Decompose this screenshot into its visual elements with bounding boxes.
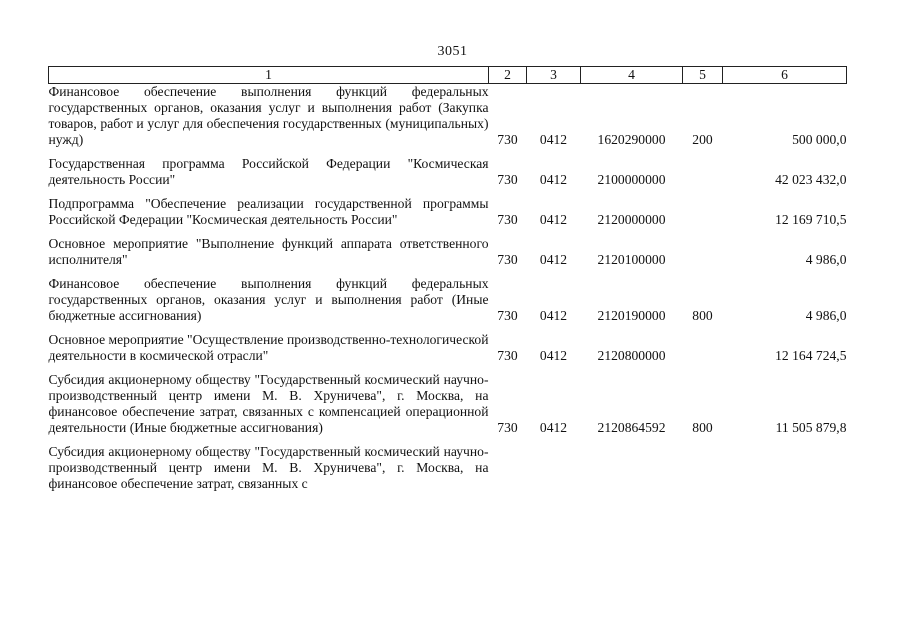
row-target-code: 1620290000 <box>597 132 666 147</box>
header-row <box>49 67 847 84</box>
table-row <box>49 276 847 324</box>
row-ministry-code: 730 <box>497 132 518 147</box>
row-amount: 12 164 724,5 <box>775 348 847 363</box>
row-description: Подпрограмма "Обеспечение реализации государственной программы Российской Федерации "Космическая деятельность России" <box>48 196 489 227</box>
column-header-5: 5 <box>683 67 723 84</box>
row-ministry-code: 730 <box>497 212 518 227</box>
row-target-code: 2120190000 <box>597 308 666 323</box>
row-expense-type: 800 <box>692 308 713 323</box>
row-expense-type <box>683 156 723 188</box>
row-section-code <box>527 444 581 492</box>
row-section-code: 0412 <box>539 308 568 323</box>
row-target-code: 2120100000 <box>597 252 666 267</box>
row-section-code: 0412 <box>539 252 568 267</box>
row-amount: 4 986,0 <box>805 308 847 323</box>
row-amount: 11 505 879,8 <box>775 420 847 435</box>
row-target-code: 2100000000 <box>597 172 666 187</box>
row-amount: 500 000,0 <box>792 132 847 147</box>
row-ministry-code: 730 <box>497 308 518 323</box>
row-expense-type <box>683 444 723 492</box>
row-description: Основное мероприятие "Осуществление производственно-технологической деятельности в космической отрасли" <box>48 332 489 363</box>
table-row <box>49 236 847 268</box>
row-ministry-code: 730 <box>497 252 518 267</box>
column-header-6: 6 <box>723 67 847 84</box>
row-amount: 42 023 432,0 <box>775 172 847 187</box>
budget-table <box>48 66 847 492</box>
row-ministry-code: 730 <box>497 172 518 187</box>
column-header-2: 2 <box>489 67 527 84</box>
row-target-code: 2120000000 <box>597 212 666 227</box>
row-ministry-code: 730 <box>497 420 518 435</box>
row-description: Государственная программа Российской Федерации "Космическая деятельность России" <box>48 156 489 187</box>
row-target-code <box>581 444 683 492</box>
row-target-code: 2120800000 <box>597 348 666 363</box>
table-row <box>49 84 847 149</box>
row-ministry-code: 730 <box>497 348 518 363</box>
row-description: Субсидия акционерному обществу "Государственный космический научно-производственный центр имени М. В. Хруничева", г. Москва, на финансовое обеспечение затрат, связанных с компенсацией операционной деятельности (Иные бюджетные ассигнования) <box>48 372 489 435</box>
row-section-code: 0412 <box>539 212 568 227</box>
row-amount: 4 986,0 <box>805 252 847 267</box>
row-amount <box>723 444 847 492</box>
table-row <box>49 332 847 364</box>
row-expense-type <box>683 196 723 228</box>
row-description: Финансовое обеспечение выполнения функций федеральных государственных органов, оказания услуг и выполнения работ (Иные бюджетные ассигнования) <box>48 276 489 323</box>
row-expense-type <box>683 332 723 364</box>
row-section-code: 0412 <box>539 172 568 187</box>
row-section-code: 0412 <box>539 420 568 435</box>
table-row <box>49 444 847 492</box>
row-section-code: 0412 <box>539 348 568 363</box>
column-header-3: 3 <box>527 67 581 84</box>
row-expense-type <box>683 236 723 268</box>
row-target-code: 2120864592 <box>597 420 666 435</box>
row-ministry-code <box>489 444 527 492</box>
column-header-4: 4 <box>581 67 683 84</box>
row-expense-type: 200 <box>692 132 713 147</box>
row-description: Субсидия акционерному обществу "Государственный космический научно-производственный центр имени М. В. Хруничева", г. Москва, на финансовое обеспечение затрат, связанных с <box>48 444 489 491</box>
row-section-code: 0412 <box>539 132 568 147</box>
row-amount: 12 169 710,5 <box>775 212 847 227</box>
table-row <box>49 156 847 188</box>
table-row <box>49 372 847 436</box>
table-row <box>49 196 847 228</box>
page-number: 3051 <box>437 44 468 59</box>
row-expense-type: 800 <box>692 420 713 435</box>
row-description: Финансовое обеспечение выполнения функций федеральных государственных органов, оказания услуг и выполнения работ (Закупка товаров, работ и услуг для обеспечения государственных (муниципальных) нужд) <box>48 84 489 147</box>
row-description: Основное мероприятие "Выполнение функций аппарата ответственного исполнителя" <box>48 236 489 267</box>
column-header-1: 1 <box>49 67 489 84</box>
